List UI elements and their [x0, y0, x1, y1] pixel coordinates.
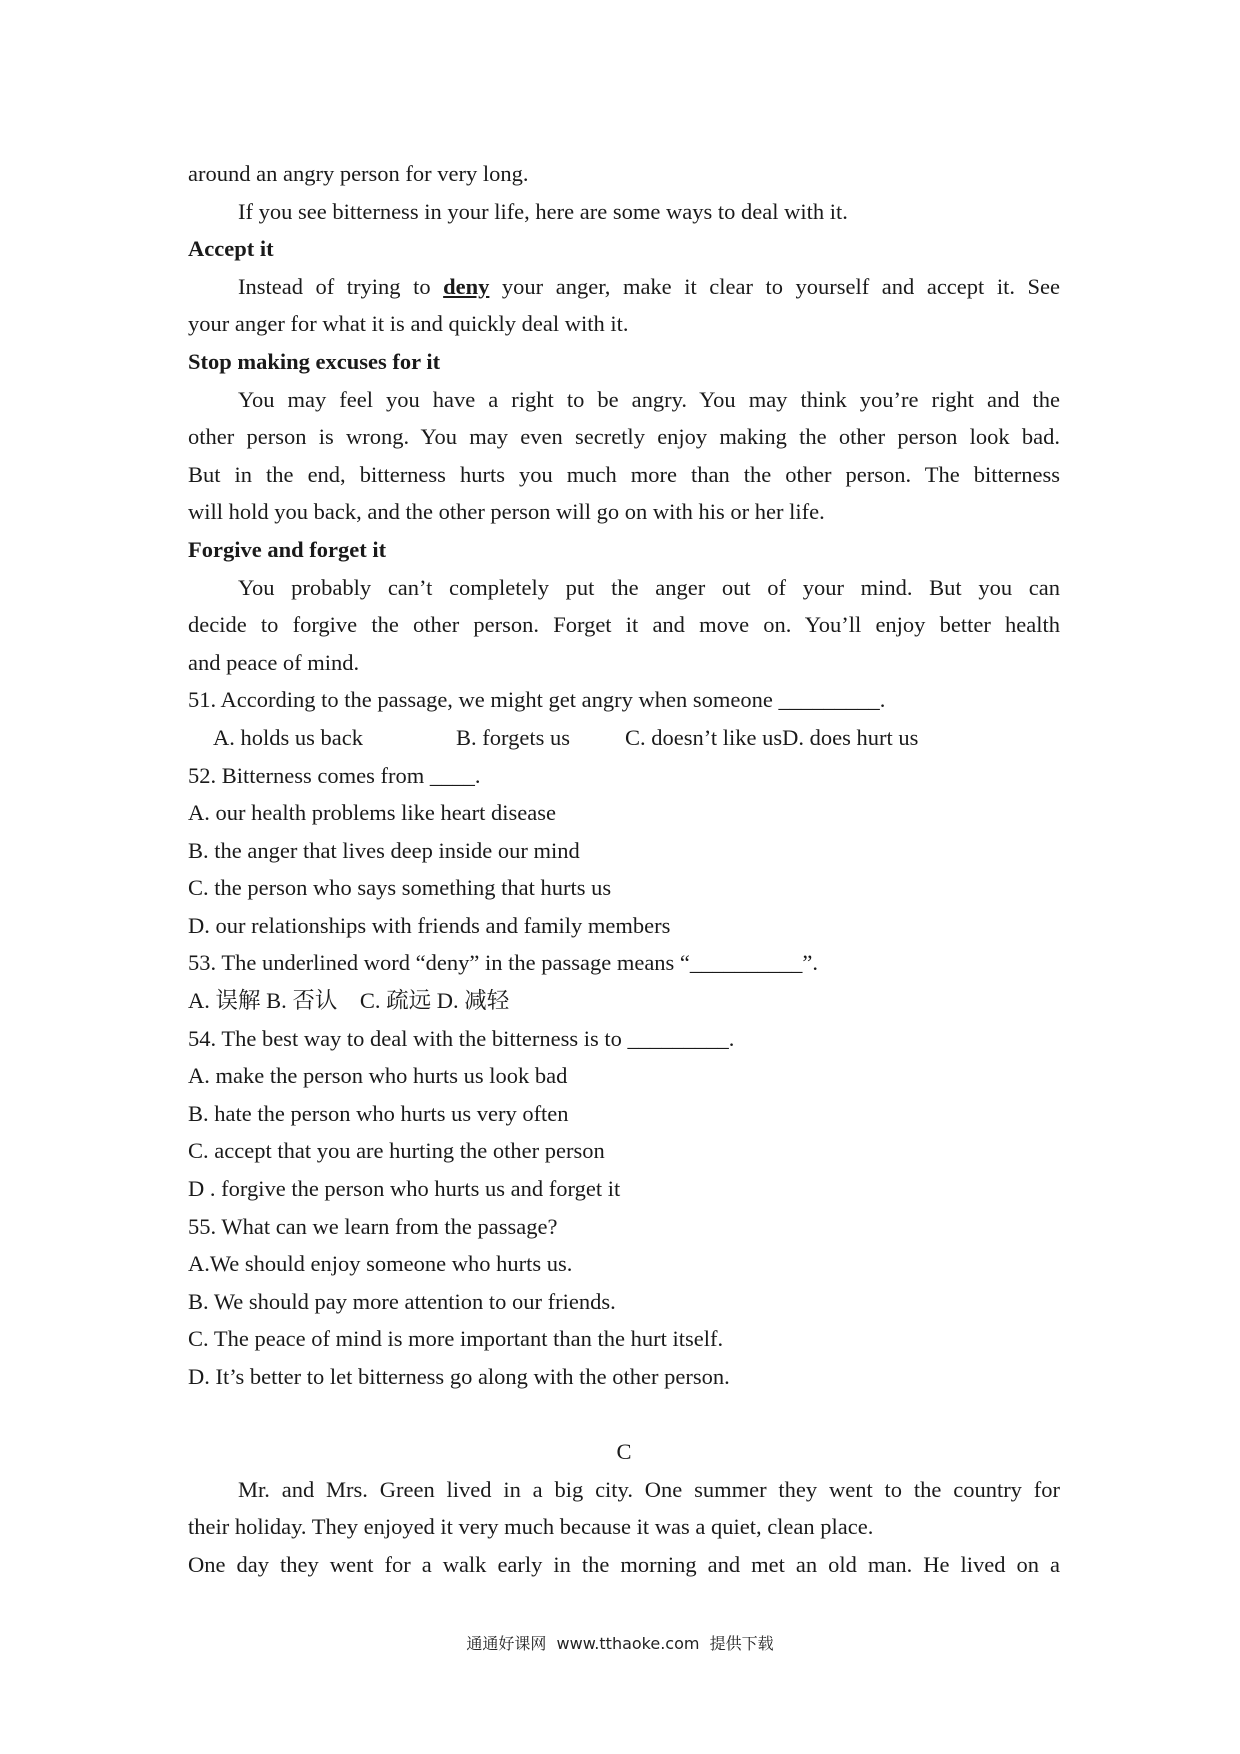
document-page [188, 155, 1060, 1584]
paragraph-line: will hold you back, and the other person will go on with his or her life. [188, 499, 825, 525]
section-heading-forgive: Forgive and forget it [188, 536, 387, 562]
option-cd: C. doesn’t like usD. does hurt us [625, 724, 919, 750]
question-51-stem: 51. According to the passage, we might get angry when someone _________. [188, 687, 886, 713]
paragraph-line: around an angry person for very long. [188, 161, 529, 186]
spacer [188, 1396, 1060, 1434]
page-footer: 通通好课网 www.tthaoke.com 提供下载 [466, 1634, 774, 1653]
option-a: A. holds us back [213, 724, 363, 750]
option-d: D. It’s better to let bitterness go along with the other person. [188, 1364, 730, 1389]
question-54-stem: 54. The best way to deal with the bitterness is to _________. [188, 1025, 735, 1051]
paragraph-line: Mr. and Mrs. Green lived in a big city. One summer they went to the country for [238, 1476, 1060, 1502]
paragraph-line: You may feel you have a right to be angry. You may think you’re right and the [238, 386, 1060, 412]
underlined-word: deny [443, 273, 490, 299]
paragraph-line: You probably can’t completely put the anger out of your mind. But you can [238, 574, 1060, 600]
paragraph-line: One day they went for a walk early in the morning and met an old man. He lived on a [188, 1551, 1060, 1577]
option-c: C. The peace of mind is more important than the hurt itself. [188, 1326, 724, 1352]
paragraph-line: If you see bitterness in your life, here are some ways to deal with it. [238, 198, 848, 224]
paragraph-line: Instead of trying to deny your anger, make it clear to yourself and accept it. See [238, 273, 1060, 299]
question-52-stem: 52. Bitterness comes from ____. [188, 762, 481, 788]
paragraph-line: their holiday. They enjoyed it very much because it was a quiet, clean place. [188, 1514, 874, 1540]
option-d: D . forgive the person who hurts us and forget it [188, 1176, 621, 1202]
question-51-options [188, 719, 1060, 757]
option-b: B. We should pay more attention to our friends. [188, 1288, 616, 1314]
paragraph-line: other person is wrong. You may even secretly enjoy making the other person look bad. [188, 424, 1060, 450]
question-55-stem: 55. What can we learn from the passage? [188, 1213, 558, 1239]
option-b: B. hate the person who hurts us very often [188, 1100, 569, 1126]
paragraph-line: But in the end, bitterness hurts you much more than the other person. The bitterness [188, 461, 1060, 487]
question-53-options: A. 误解 B. 否认 C. 疏远 D. 减轻 [188, 988, 510, 1014]
option-a: A.We should enjoy someone who hurts us. [188, 1251, 573, 1277]
option-c: C. accept that you are hurting the other person [188, 1138, 605, 1164]
passage-c-label: C [616, 1439, 632, 1465]
option-a: A. our health problems like heart disease [188, 800, 557, 826]
option-b: B. the anger that lives deep inside our mind [188, 837, 580, 863]
paragraph-line: and peace of mind. [188, 649, 360, 675]
option-c: C. the person who says something that hurts us [188, 875, 612, 901]
paragraph-line: your anger for what it is and quickly deal with it. [188, 311, 629, 337]
question-53-stem: 53. The underlined word “deny” in the passage means “__________”. [188, 950, 819, 976]
section-heading-accept: Accept it [188, 236, 274, 262]
section-heading-excuses: Stop making excuses for it [188, 348, 441, 374]
option-b: B. forgets us [456, 724, 570, 750]
paragraph-line: decide to forgive the other person. Forget it and move on. You’ll enjoy better health [188, 612, 1060, 638]
option-d: D. our relationships with friends and family members [188, 912, 671, 938]
option-a: A. make the person who hurts us look bad [188, 1063, 568, 1089]
